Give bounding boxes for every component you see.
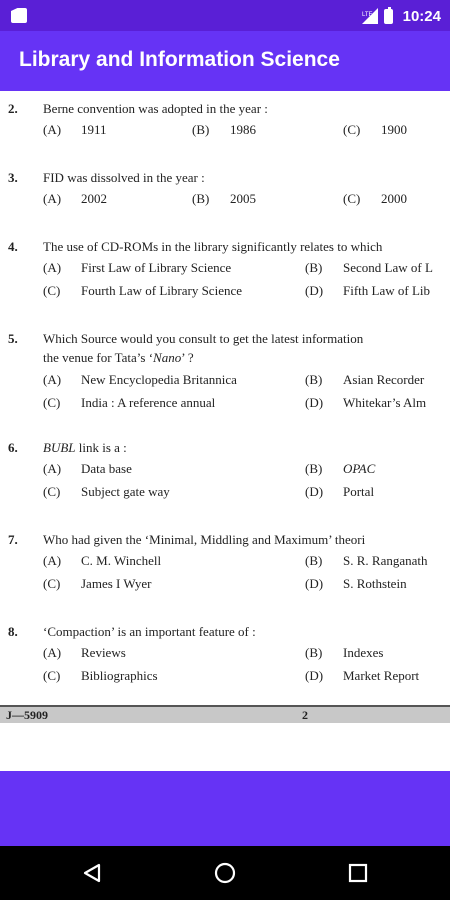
question-number: 4. <box>8 239 18 254</box>
option-text: Data base <box>81 461 132 476</box>
option-text: Market Report <box>343 668 420 683</box>
option-label: (B) <box>305 461 323 476</box>
app-bar <box>0 31 450 91</box>
option-d <box>305 572 407 595</box>
option-label: (A) <box>43 372 62 387</box>
option-label: (C) <box>343 191 361 206</box>
exam-page-content[interactable] <box>0 91 450 771</box>
question-text: Who had given the ‘Minimal, Middling and Maximum’ theori <box>43 532 366 547</box>
option-d <box>305 664 419 687</box>
option-b <box>305 457 375 480</box>
option-text: Reviews <box>81 645 126 660</box>
option-text: Portal <box>343 484 375 499</box>
notification-icon <box>11 8 27 23</box>
option-text: 1900 <box>381 122 407 137</box>
option-a <box>43 256 231 279</box>
option-text: Indexes <box>343 645 384 660</box>
question-text-part: link is a : <box>75 440 127 455</box>
option-b <box>192 118 256 141</box>
question-number: 2. <box>8 101 18 116</box>
question-number: 8. <box>8 624 18 639</box>
option-a <box>43 118 107 141</box>
option-label: (A) <box>43 461 62 476</box>
option-label: (D) <box>305 484 324 499</box>
option-label: (A) <box>43 553 62 568</box>
option-a <box>43 457 132 480</box>
option-c <box>343 187 407 210</box>
option-label: (C) <box>43 283 61 298</box>
page-footer <box>0 705 450 723</box>
question-text-part: ’ ? <box>181 350 194 365</box>
option-text: S. R. Ranganath <box>343 553 428 568</box>
option-label: (C) <box>43 484 61 499</box>
option-text: S. Rothstein <box>343 576 407 591</box>
option-text: 2000 <box>381 191 407 206</box>
option-label: (D) <box>305 576 324 591</box>
option-label: (A) <box>43 122 62 137</box>
option-label: (B) <box>305 645 323 660</box>
option-text: James I Wyer <box>81 576 152 591</box>
option-c <box>43 664 158 687</box>
question-number: 5. <box>8 331 18 346</box>
option-label: (B) <box>305 553 323 568</box>
network-label: LTE <box>361 12 373 18</box>
question-number: 7. <box>8 532 18 547</box>
question-text: ‘Compaction’ is an important feature of : <box>43 624 256 639</box>
option-c <box>43 391 215 414</box>
option-text: C. M. Winchell <box>81 553 162 568</box>
option-b <box>305 368 424 391</box>
question-text: Berne convention was adopted in the year : <box>43 101 268 116</box>
option-b <box>305 256 433 279</box>
page-number: 2 <box>302 708 308 722</box>
signal-icon <box>362 8 378 24</box>
option-text: Second Law of L <box>343 260 433 275</box>
option-text: Whitekar’s Alm <box>343 395 427 410</box>
option-a <box>43 187 107 210</box>
option-label: (C) <box>343 122 361 137</box>
option-text: 2005 <box>230 191 256 206</box>
option-label: (C) <box>43 395 61 410</box>
option-text: First Law of Library Science <box>81 260 232 275</box>
paper-code: J—5909 <box>6 708 48 722</box>
back-triangle-icon[interactable] <box>78 859 106 887</box>
question-number: 3. <box>8 170 18 185</box>
question-text: Which Source would you consult to get the latest information <box>43 331 364 346</box>
option-label: (B) <box>192 122 210 137</box>
option-c <box>343 118 407 141</box>
battery-icon <box>384 9 393 24</box>
status-bar <box>0 0 450 31</box>
option-label: (A) <box>43 260 62 275</box>
navigation-bar <box>0 846 450 900</box>
option-c <box>43 279 242 302</box>
question-text-line-2 <box>43 346 194 369</box>
option-d <box>305 480 374 503</box>
option-text: 2002 <box>81 191 107 206</box>
recents-square-icon[interactable] <box>344 859 372 887</box>
question-text: The use of CD-ROMs in the library significantly relates to which <box>43 239 383 254</box>
question-number: 6. <box>8 440 18 455</box>
question-text-italic: Nano <box>153 350 182 365</box>
option-b <box>192 187 256 210</box>
option-label: (C) <box>43 668 61 683</box>
question-text: FID was dissolved in the year : <box>43 170 205 185</box>
option-label: (D) <box>305 668 324 683</box>
option-text: Asian Recorder <box>343 372 425 387</box>
option-text: Bibliographics <box>81 668 158 683</box>
option-text: New Encyclopedia Britannica <box>81 372 237 387</box>
app-title: Library and Information Science <box>19 48 340 71</box>
option-text: 1986 <box>230 122 256 137</box>
option-label: (A) <box>43 645 62 660</box>
option-text: Subject gate way <box>81 484 170 499</box>
home-circle-icon[interactable] <box>211 859 239 887</box>
option-c <box>43 572 151 595</box>
option-a <box>43 368 237 391</box>
option-b <box>305 641 383 664</box>
option-a <box>43 549 161 572</box>
option-label: (C) <box>43 576 61 591</box>
option-label: (A) <box>43 191 62 206</box>
question-text-italic: BUBL <box>43 440 76 455</box>
option-c <box>43 480 170 503</box>
option-label: (D) <box>305 395 324 410</box>
status-icons <box>362 6 441 26</box>
option-label: (D) <box>305 283 324 298</box>
option-label: (B) <box>192 191 210 206</box>
question-text-part: the venue for Tata’s ‘ <box>43 350 154 365</box>
option-text: OPAC <box>343 461 376 476</box>
option-text: Fourth Law of Library Science <box>81 283 243 298</box>
option-label: (B) <box>305 260 323 275</box>
option-d <box>305 391 426 414</box>
option-b <box>305 549 428 572</box>
bottom-panel <box>0 771 450 846</box>
option-d <box>305 279 430 302</box>
option-text: India : A reference annual <box>81 395 216 410</box>
question-text <box>43 436 127 459</box>
status-time: 10:24 <box>402 7 441 25</box>
option-a <box>43 641 126 664</box>
option-text: 1911 <box>81 122 107 137</box>
option-text: Fifth Law of Lib <box>343 283 431 298</box>
option-label: (B) <box>305 372 323 387</box>
